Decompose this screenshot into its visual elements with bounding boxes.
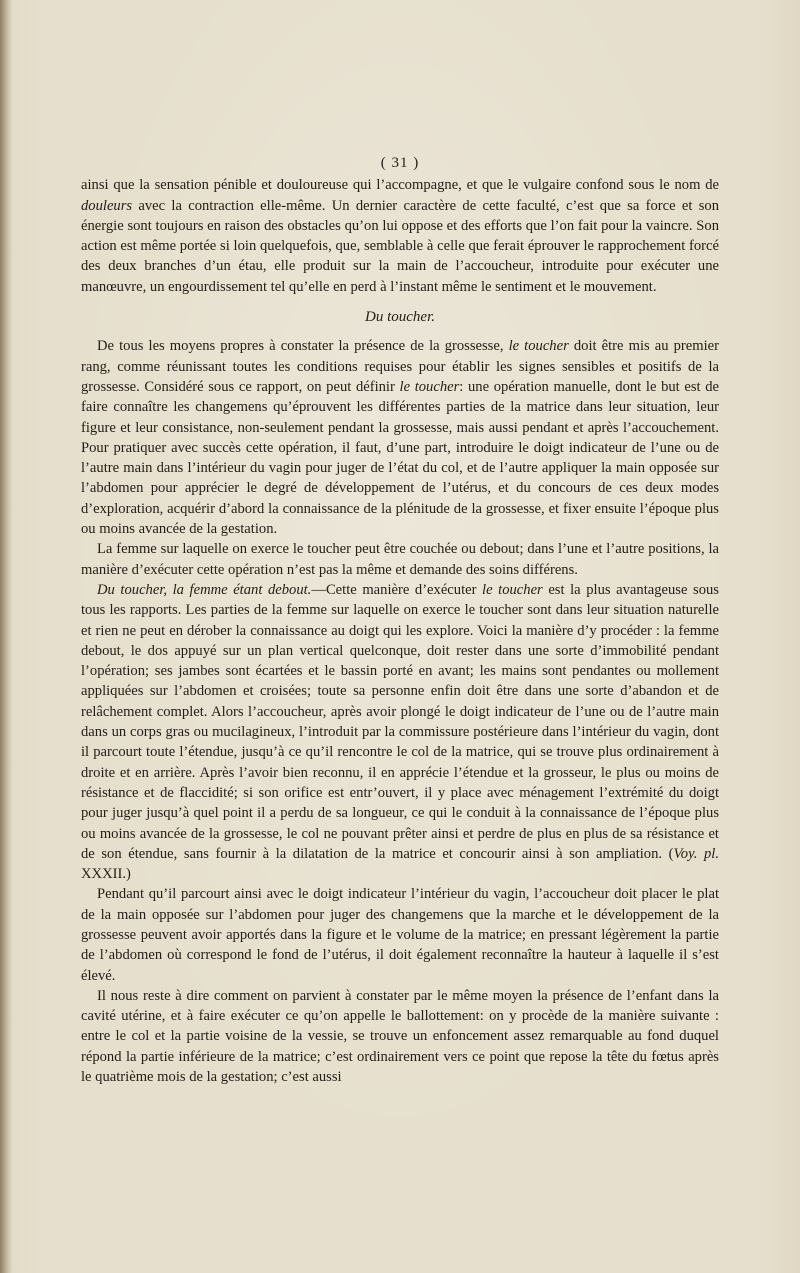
paragraph-6: Il nous reste à dire comment on parvient à constater par le même moyen la présence de l’enfant dans la cavité utérine, et à faire exécuter ce qu’on appelle le ballottement: on y procède de la manière suivante : entre le col et la partie voisine de la vessie, se trouve un enfoncement assez remarquable au fond duquel répond la partie inférieure de la matrice; c’est ordinairement vers ce point que repose la tête du fœtus après le quatrième mois de la gestation; c’est aussi <box>81 987 719 1086</box>
emphasis-le-toucher: le toucher <box>399 378 460 395</box>
section-heading: Du toucher. <box>365 309 435 326</box>
emphasis-douleurs: douleurs <box>81 197 133 214</box>
binding-shadow <box>0 0 12 1273</box>
emphasis-subheading: Du toucher, la femme étant debout. <box>97 581 312 598</box>
paragraph-1: ainsi que la sensation pénible et douloureuse qui l’accompagne, et que le vulgaire confond sous le nom de douleurs avec la contraction elle-même. Un dernier caractère de cette faculté, c’est que sa force et son énergie sont toujours en raison des obstacles qu’on lui oppose et des efforts que l’on fait pour la vaincre. Son action est même portée si loin quelquefois, que, semblable à celle que ferait éprouver le rapprochement forcé des deux branches d’un étau, elle produit sur la main de l’accoucheur, introduite pour exécuter une manœuvre, un engourdissement tel qu’elle en perd à l’instant même le sentiment et le mouvement. <box>81 177 719 295</box>
paragraph-5: Pendant qu’il parcourt ainsi avec le doigt indicateur l’intérieur du vagin, l’accoucheur doit placer le plat de la main opposée sur l’abdomen pour juger des changemens que la marche et le développement de la grossesse peuvent avoir apportés dans la figure et le volume de la matrice; en pressant légèrement la partie de l’abdomen où correspond le fond de l’utérus, il doit également reconnaître la hauteur à laquelle il s’est élevé. <box>81 886 719 984</box>
emphasis-voy-pl: Voy. pl. <box>673 845 719 862</box>
page-number: ( 31 ) <box>380 155 420 171</box>
page-text <box>81 153 719 1087</box>
paragraph-3: La femme sur laquelle on exerce le toucher peut être couchée ou debout; dans l’une et l’autre positions, la manière d’exécuter cette opération n’est pas la même et demande des soins différens. <box>81 541 719 578</box>
paragraph-2: De tous les moyens propres à constater la présence de la grossesse, le toucher doit être mis au premier rang, comme réunissant toutes les conditions requises pour établir les signes sensibles et positifs de la grossesse. Considéré sous ce rapport, on peut définir le toucher: une opération manuelle, dont le but est de faire connaître les changemens qu’éprouvent les différentes parties de la matrice dans leur situation, leur figure et leur consistance, non-seulement pendant la grossesse, mais aussi pendant et après l’accouchement. Pour pratiquer avec succès cette opération, il faut, d’une part, introduire le doigt indicateur de l’une ou de l’autre main dans l’intérieur du vagin pour juger de l’état du col, et de l’autre appliquer la main opposée sur l’abdomen pour apprécier le degré de développement de l’utérus, et du concours de ces deux modes d’exploration, acquérir d’abord la connaissance de la plénitude de la grossesse, et fixer ensuite l’époque plus ou moins avancée de la gestation. <box>81 338 720 538</box>
emphasis-le-toucher: le toucher <box>508 338 569 355</box>
paragraph-4: Du toucher, la femme étant debout.—Cette manière d’exécuter le toucher est la plus avantageuse sous tous les rapports. Les parties de la femme sur laquelle on exerce le toucher sont dans leur situation naturelle et rien ne peut en dérober la connaissance au doigt qui les explore. Voici la manière d’y procéder : la femme debout, le dos appuyé sur un plan vertical quelconque, doit rester dans une sorte d’immobilité pendant l’opération; ses jambes sont écartées et le bassin porté en avant; les mains sont pendantes ou mollement appliquées sur l’abdomen et croisées; toute sa personne enfin doit être dans une sorte d’abandon et de relâchement complet. Alors l’accoucheur, après avoir plongé le doigt indicateur de l’une ou de l’autre main dans un corps gras ou mucilagineux, l’introduit par la commissure postérieure dans l’intérieur du vagin, dont il parcourt toute l’étendue, jusqu’à ce qu’il rencontre le col de la matrice, qui se trouve plus ordinairement à droite et en arrière. Après l’avoir bien reconnu, il en apprécie l’étendue et la grosseur, le plus ou moins de résistance et de flaccidité; si son orifice est entr’ouvert, il y place avec ménagement l’extrémité du doigt pour juger jusqu’à quel point il a perdu de sa longueur, ce qui le conduit à la connaissance de l’époque plus ou moins avancée de la grossesse, le col ne pouvant prêter ainsi et perdre de plus en plus de sa résistance et de son étendue, sans fournir à la dilatation de la matrice et concourir ainsi à son ampliation. (Voy. pl. XXXII.) <box>81 581 719 883</box>
emphasis-le-toucher: le toucher <box>482 581 543 598</box>
